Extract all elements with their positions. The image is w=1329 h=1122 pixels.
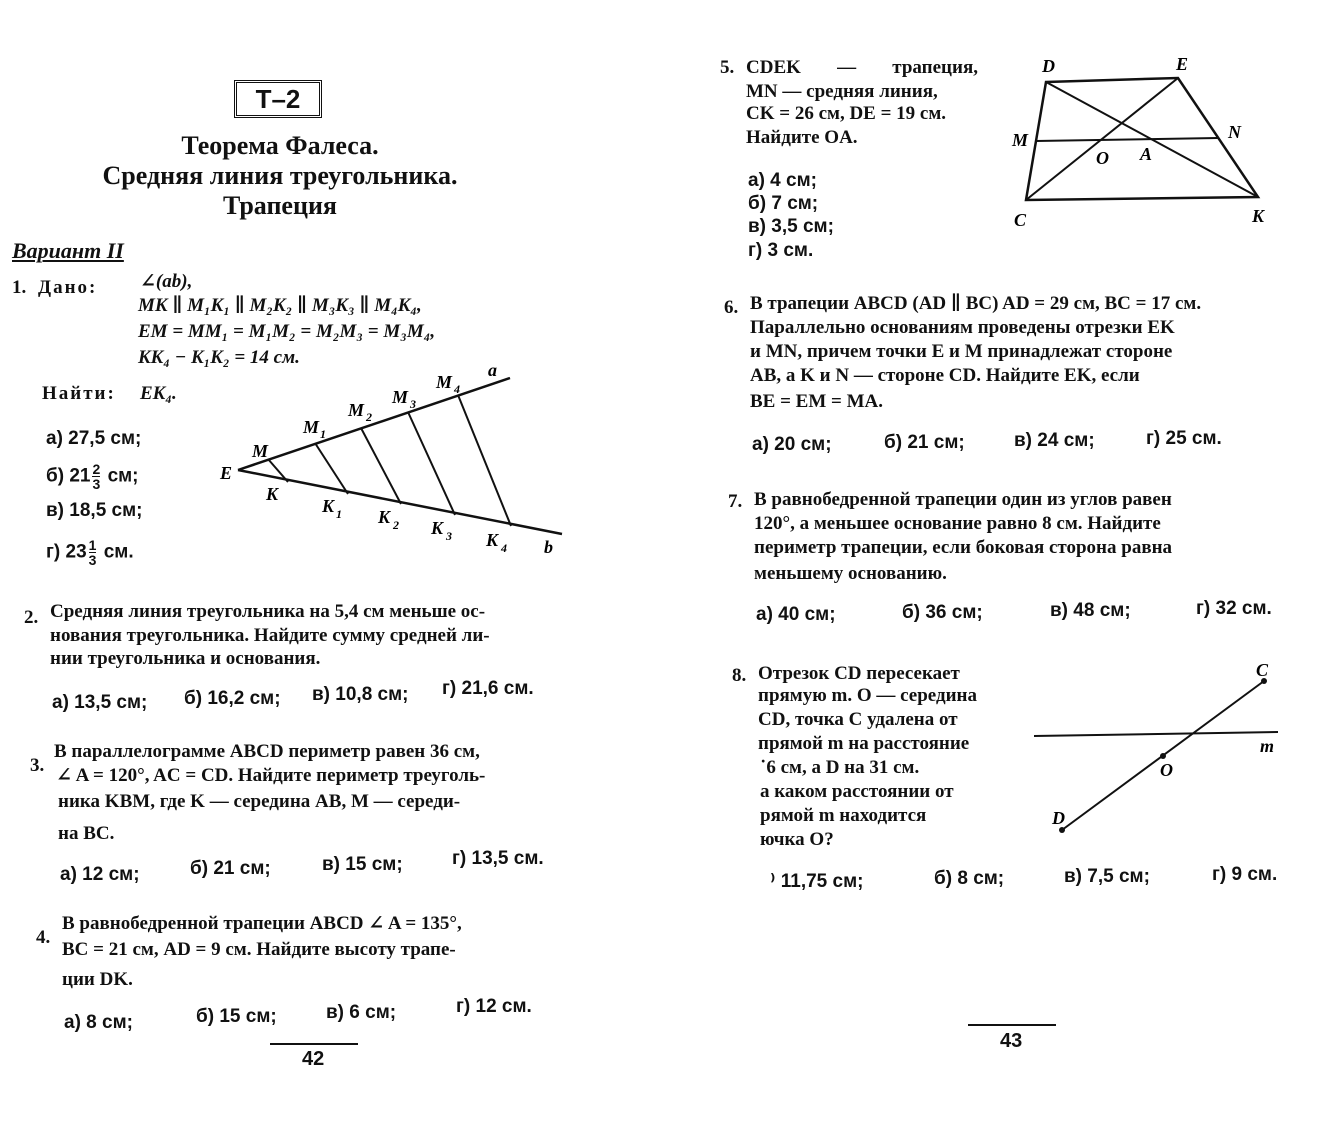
p4-option-c: в) 6 см; bbox=[326, 1002, 397, 1023]
label-K2-sub: 2 bbox=[393, 518, 399, 532]
problem-4-number: 4. bbox=[36, 927, 51, 948]
label-E: E bbox=[220, 463, 233, 483]
p6-option-c: в) 24 см; bbox=[1014, 430, 1095, 451]
problem-1-number: 1. bbox=[12, 277, 27, 298]
p2-option-c: в) 10,8 см; bbox=[312, 684, 409, 705]
title-line-2: Средняя линия треугольника. bbox=[102, 161, 458, 190]
p5-option-d: г) 3 см. bbox=[748, 240, 814, 261]
label-M: M bbox=[252, 441, 269, 461]
label-K3: K bbox=[431, 518, 444, 538]
p1-option-d-unit: см. bbox=[103, 541, 134, 563]
label-M2-sub: 2 bbox=[366, 410, 372, 424]
label-K2: K bbox=[378, 507, 391, 527]
label-K4: K bbox=[486, 530, 499, 550]
label-K1: K bbox=[322, 496, 335, 516]
problem-2-number: 2. bbox=[24, 607, 39, 628]
page-number-left: 42 bbox=[302, 1048, 325, 1070]
given-label: Дано: bbox=[38, 277, 98, 298]
p6-option-a: а) 20 см; bbox=[752, 434, 832, 455]
label-C: C bbox=[1256, 660, 1269, 680]
problem-6-number: 6. bbox=[724, 297, 739, 318]
p4-option-d: г) 12 см. bbox=[456, 996, 532, 1017]
label-O: O bbox=[1096, 148, 1109, 168]
p8-line-1: Отрезок CD пересекает bbox=[758, 663, 960, 684]
p6-option-b: б) 21 см; bbox=[884, 432, 965, 453]
p5-option-b: б) 7 см; bbox=[748, 193, 819, 214]
p7-line-2: 120°, а меньшее основание равно 8 см. Найдите bbox=[754, 513, 1161, 534]
p4-line-2: BC = 21 см, AD = 9 см. Найдите высоту трапе- bbox=[62, 939, 456, 960]
p4-option-b: б) 15 см; bbox=[196, 1006, 277, 1027]
p2-line-3: нии треугольника и основания. bbox=[50, 648, 321, 669]
label-D: D bbox=[1042, 56, 1055, 76]
p3-line-4: на BC. bbox=[58, 823, 115, 844]
p2-option-b: б) 16,2 см; bbox=[184, 688, 281, 709]
label-E: E bbox=[1176, 54, 1189, 74]
label-K4-sub: 4 bbox=[501, 541, 507, 555]
problem-5-number: 5. bbox=[720, 57, 735, 78]
p7-line-3: периметр трапеции, если боковая сторона равна bbox=[754, 537, 1173, 558]
p5-option-c: в) 3,5 см; bbox=[748, 216, 834, 237]
p6-line-3: и MN, причем точки E и M принадлежат стороне bbox=[750, 341, 1173, 362]
p6-line-5: BE = EM = MA. bbox=[750, 391, 884, 412]
find-label: Найти: bbox=[42, 383, 116, 404]
given-line-2: MK ∥ M₁K₁ ∥ M₂K₂ ∥ M₃K₃ ∥ M₄K₄, bbox=[138, 295, 422, 316]
p8-option-b: б) 8 см; bbox=[934, 868, 1005, 889]
p5-option-a: а) 4 см; bbox=[748, 170, 817, 191]
variant-heading: Вариант II bbox=[12, 238, 124, 263]
p5-line-3: CK = 26 см, DE = 19 см. bbox=[746, 103, 947, 124]
problem-8-number: 8. bbox=[732, 665, 747, 686]
p4-line-1: В равнобедренной трапеции ABCD ∠ A = 135°, bbox=[62, 913, 462, 934]
p7-option-d: г) 32 см. bbox=[1196, 598, 1272, 619]
given-line-3: EM = MM₁ = M₁M₂ = M₂M₃ = M₃M₄, bbox=[138, 321, 436, 342]
p8-line-3: CD, точка C удалена от bbox=[758, 709, 958, 730]
label-M1: M bbox=[303, 417, 320, 437]
p1-option-c: в) 18,5 см; bbox=[46, 500, 143, 521]
label-K3-sub: 3 bbox=[446, 529, 452, 543]
p1-option-d-whole: г) 23 bbox=[46, 541, 87, 563]
title-line-1: Теорема Фалеса. bbox=[181, 131, 379, 160]
p6-line-1: В трапеции ABCD (AD ∥ BC) AD = 29 см, BC = 17 см. bbox=[750, 293, 1202, 314]
p5-line-4: Найдите OA. bbox=[746, 127, 858, 148]
p3-line-3: ника KBM, где K — середина AB, M — середи- bbox=[58, 791, 461, 812]
label-K: K bbox=[266, 484, 279, 504]
label-a: a bbox=[488, 360, 497, 380]
p3-option-d: г) 13,5 см. bbox=[452, 848, 544, 869]
p8-line-2: прямую m. O — середина bbox=[758, 685, 977, 706]
label-M3: M bbox=[392, 387, 409, 407]
p7-option-b: б) 36 см; bbox=[902, 602, 983, 623]
label-O: O bbox=[1160, 760, 1173, 780]
p7-line-4: меньшему основанию. bbox=[754, 563, 947, 584]
p6-line-4: AB, а K и N — стороне CD. Найдите EK, если bbox=[750, 365, 1140, 386]
p8-line-6: а каком расстоянии от bbox=[760, 781, 954, 802]
p8-line-5: ˙6 см, а D на 31 см. bbox=[760, 757, 920, 778]
p8-line-7: рямой m находится bbox=[760, 805, 927, 826]
find-value: EK₄. bbox=[140, 383, 177, 404]
page-number-rule-right bbox=[968, 1024, 1056, 1026]
label-M3-sub: 3 bbox=[410, 397, 416, 411]
p1-option-b-unit: см; bbox=[107, 465, 139, 487]
p8-line-8: ючка O? bbox=[760, 829, 834, 850]
label-M4: M bbox=[436, 372, 453, 392]
p6-line-2: Параллельно основаниям проведены отрезки EK bbox=[750, 317, 1175, 338]
label-M1-sub: 1 bbox=[320, 427, 326, 441]
label-D: D bbox=[1052, 808, 1065, 828]
given-line-4: KK₄ − K₁K₂ = 14 см. bbox=[138, 347, 300, 368]
label-C: C bbox=[1014, 210, 1027, 230]
p3-line-1: В параллелограмме ABCD периметр равен 36 см, bbox=[54, 741, 480, 762]
p2-line-1: Средняя линия треугольника на 5,4 см меньше ос- bbox=[50, 601, 486, 622]
p2-line-2: нования треугольника. Найдите сумму средней ли- bbox=[50, 625, 490, 646]
fraction-numerator: 1 bbox=[88, 537, 97, 553]
p5-line-2: MN — средняя линия, bbox=[746, 81, 938, 102]
title-line-3: Трапеция bbox=[222, 191, 338, 220]
section-badge: Т–2 bbox=[234, 80, 322, 118]
p8-option-d: г) 9 см. bbox=[1212, 864, 1278, 885]
p4-line-3: ции DK. bbox=[62, 969, 133, 990]
label-N: N bbox=[1228, 122, 1241, 142]
p3-option-a: а) 12 см; bbox=[60, 864, 140, 885]
p3-option-b: б) 21 см; bbox=[190, 858, 271, 879]
p8-line-4: прямой m на расстояние bbox=[758, 733, 970, 754]
fraction-denominator: 3 bbox=[88, 552, 97, 568]
p7-option-a: а) 40 см; bbox=[756, 604, 836, 625]
p8-option-c: в) 7,5 см; bbox=[1064, 866, 1150, 887]
label-A: A bbox=[1140, 144, 1153, 164]
p3-line-2: ∠ A = 120°, AC = CD. Найдите периметр треуголь- bbox=[56, 765, 486, 786]
problem-7-number: 7. bbox=[728, 491, 743, 512]
fraction-numerator: 2 bbox=[92, 461, 101, 477]
label-K: K bbox=[1252, 206, 1265, 226]
p2-option-d: г) 21,6 см. bbox=[442, 678, 534, 699]
p7-option-c: в) 48 см; bbox=[1050, 600, 1131, 621]
label-M: M bbox=[1012, 130, 1029, 150]
label-M2: M bbox=[348, 400, 365, 420]
p6-option-d: г) 25 см. bbox=[1146, 428, 1222, 449]
label-m: m bbox=[1260, 736, 1275, 756]
fraction-denominator: 3 bbox=[92, 476, 101, 492]
problem-3-number: 3. bbox=[30, 755, 45, 776]
p8-option-a: ⁾ 11,75 см; bbox=[770, 871, 864, 892]
p2-option-a: а) 13,5 см; bbox=[52, 692, 148, 713]
p3-option-c: в) 15 см; bbox=[322, 854, 403, 875]
p1-option-b-whole: б) 21 bbox=[46, 465, 91, 487]
label-b: b bbox=[544, 537, 553, 557]
p5-line-1: CDEK — трапеция, bbox=[746, 57, 978, 78]
given-line-1: ∠(ab), bbox=[140, 271, 193, 292]
page-number-right: 43 bbox=[1000, 1030, 1023, 1052]
label-M4-sub: 4 bbox=[454, 382, 460, 396]
p7-line-1: В равнобедренной трапеции один из углов равен bbox=[754, 489, 1172, 510]
p4-option-a: а) 8 см; bbox=[64, 1012, 133, 1033]
p1-option-a: а) 27,5 см; bbox=[46, 428, 142, 449]
label-K1-sub: 1 bbox=[336, 507, 342, 521]
